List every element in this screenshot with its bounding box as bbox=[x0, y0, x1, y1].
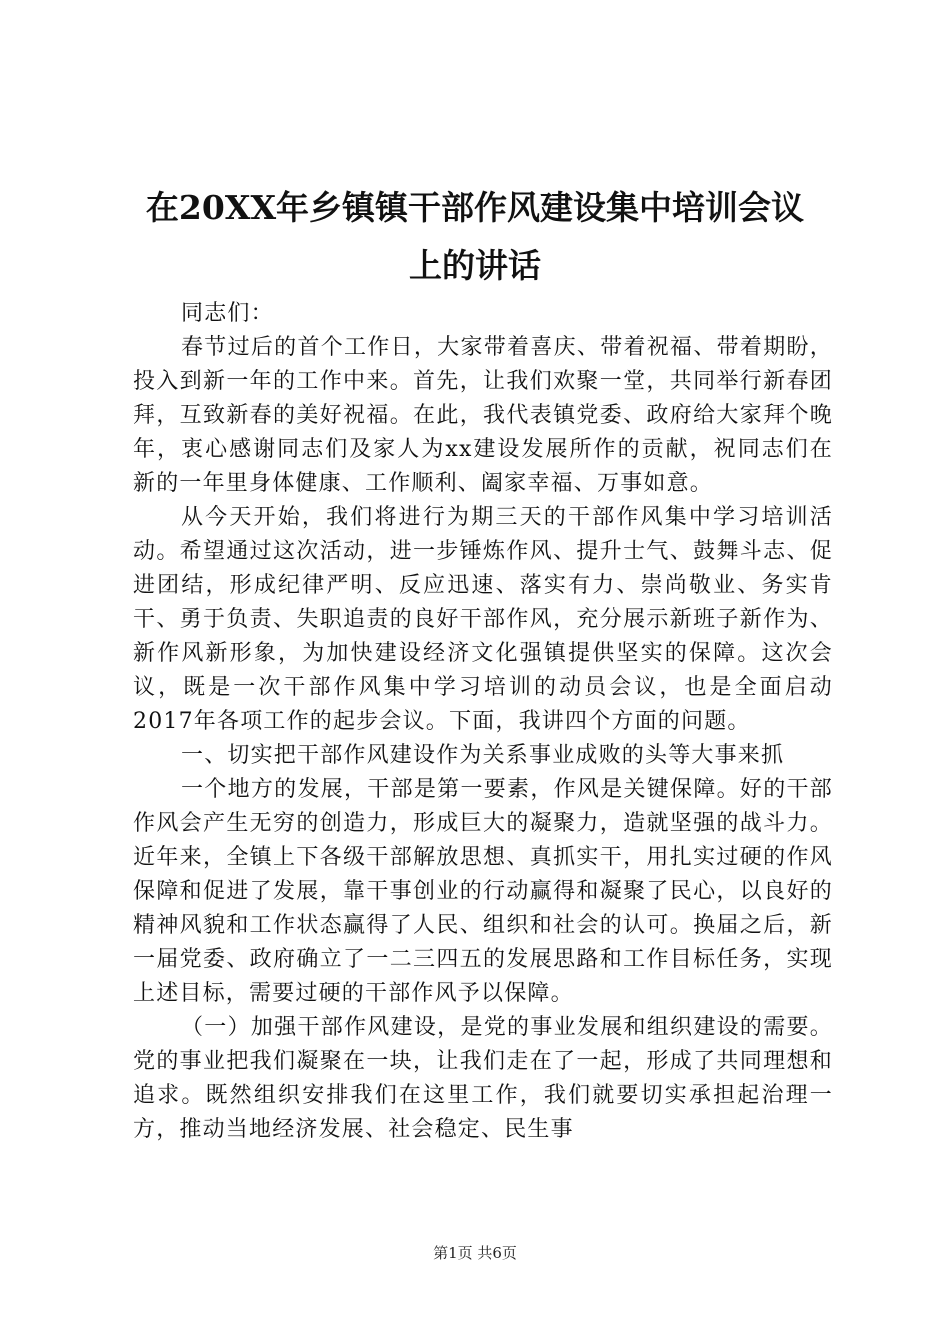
document-body bbox=[133, 297, 833, 1147]
body-paragraph: 从今天开始，我们将进行为期三天的干部作风集中学习培训活动。希望通过这次活动，进一步锤炼作风、提升士气、鼓舞斗志、促进团结，形成纪律严明、反应迅速、落实有力、崇尚敬业、务实肯干、勇于负责、失职追责的良好干部作风，充分展示新班子新作为、新作风新形象，为加快建设经济文化强镇提供坚实的保障。这次会议，既是一次干部作风集中学习培训的动员会议，也是全面启动2017年各项工作的起步会议。下面，我讲四个方面的问题。 bbox=[133, 505, 833, 734]
salutation: 同志们： bbox=[181, 301, 274, 326]
document-title-line-2: 上的讲话 bbox=[409, 246, 541, 285]
body-paragraph: 一个地方的发展，干部是第一要素，作风是关键保障。好的干部作风会产生无穷的创造力，形成巨大的凝聚力，造就坚强的战斗力。近年来，全镇上下各级干部解放思想、真抓实干，用扎实过硬的作风保障和促进了发展，靠干事创业的行动赢得和凝聚了民心，以良好的精神风貌和工作状态赢得了人民、组织和社会的认可。换届之后，新一届党委、政府确立了一二三四五的发展思路和工作目标任务，实现上述目标，需要过硬的干部作风予以保障。 bbox=[133, 777, 833, 1006]
document-title-line-1: 在20XX年乡镇镇干部作风建设集中培训会议 bbox=[145, 188, 805, 227]
body-paragraph: （一）加强干部作风建设，是党的事业发展和组织建设的需要。党的事业把我们凝聚在一块，让我们走在了一起，形成了共同理想和追求。既然组织安排我们在这里工作，我们就要切实承担起治理一方，推动当地经济发展、社会稳定、民生事 bbox=[133, 1015, 833, 1142]
body-paragraph: 春节过后的首个工作日，大家带着喜庆、带着祝福、带着期盼，投入到新一年的工作中来。首先，让我们欢聚一堂，共同举行新春团拜，互致新春的美好祝福。在此，我代表镇党委、政府给大家拜个晚年，衷心感谢同志们及家人为xx建设发展所作的贡献，祝同志们在新的一年里身体健康、工作顺利、阖家幸福、万事如意。 bbox=[133, 335, 833, 496]
section-heading: 一、切实把干部作风建设作为关系事业成败的头等大事来抓 bbox=[181, 743, 785, 768]
page-footer: 第1页 共6页 bbox=[433, 1244, 517, 1262]
